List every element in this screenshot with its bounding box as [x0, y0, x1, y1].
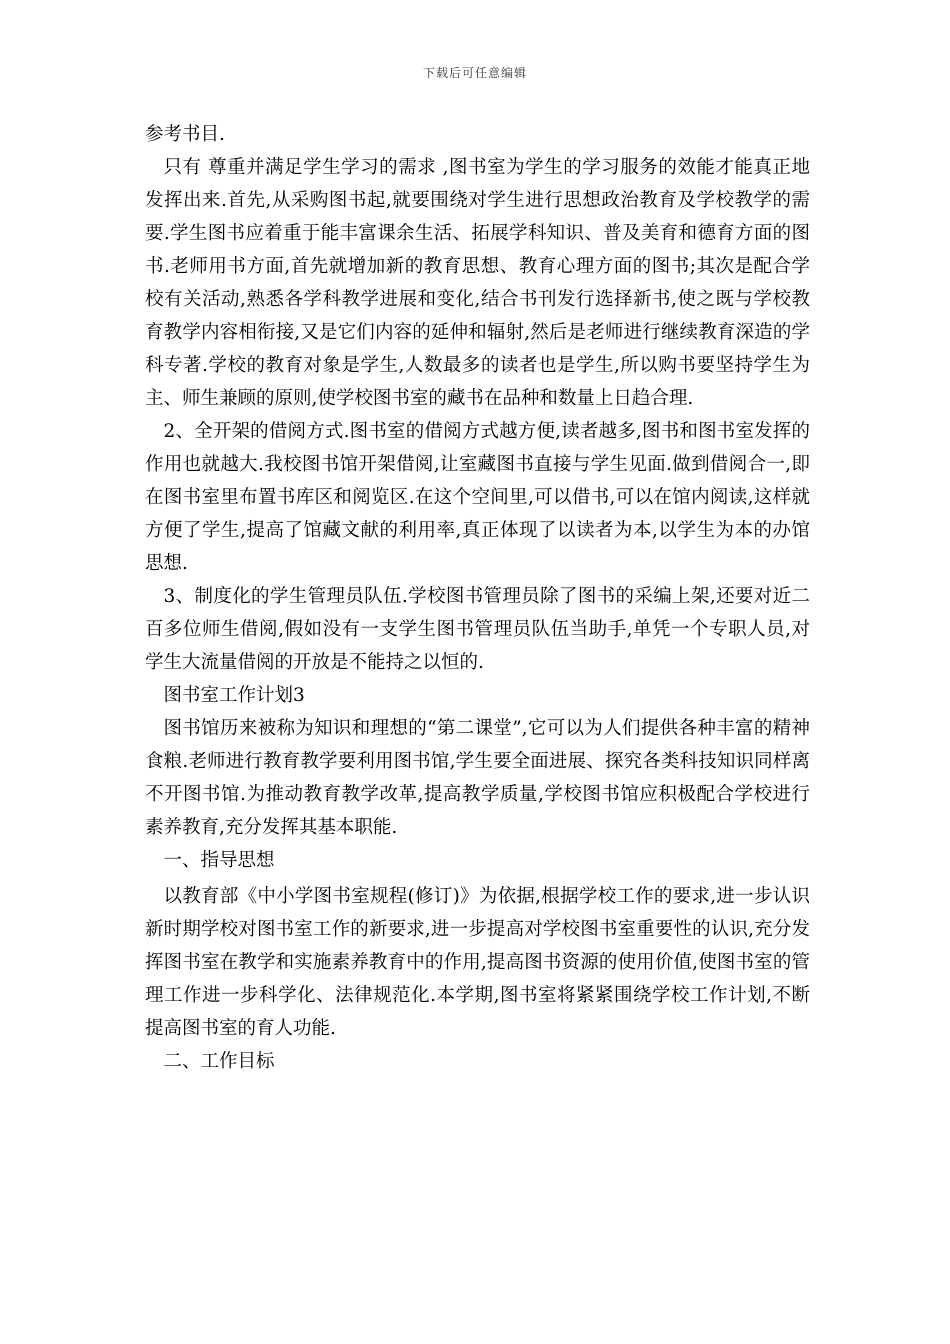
paragraph-references: 参考书目.: [145, 124, 225, 145]
heading-guiding-ideology: 一、指导思想: [163, 850, 275, 871]
paragraph-guiding-ideology: 以教育部《中小学图书室规程(修订)》为依据,根据学校工作的要求,进一步认识新时期学校对图书室工作的新要求,进一步提高对学校图书室重要性的认识,充分发挥图书室在教学和实施素养教育中的作用,提高图书资源的使用价值,使图书室的管理工作进一步科学化、法律规范化.本学期,图书室将紧紧围绕学校工作计划,不断提高图书室的育人功能.: [145, 886, 810, 1039]
page-header-note: 下载后可任意编辑: [422, 66, 527, 80]
document-body: [145, 118, 810, 1078]
paragraph-student-needs: 只有 尊重并满足学生学习的需求 ,图书室为学生的学习服务的效能才能真正地发挥出来.首先,从采购图书起,就要围绕对学生进行思想政治教育及学校教学的需要.学生图书应着重于能丰富课余生活、拓展学科知识、普及美育和德育方面的图书.老师用书方面,首先就增加新的教育思想、教育心理方面的图书;其次是配合学校有关活动,熟悉各学科教学进展和变化,结合书刊发行选择新书,使之既与学校教育教学内容相衔接,又是它们内容的延伸和辐射,然后是老师进行继续教育深造的学科专著.学校的教育对象是学生,人数最多的读者也是学生,所以购书要坚持学生为主、师生兼顾的原则,使学校图书室的藏书在品种和数量上日趋合理.: [145, 157, 810, 409]
section-title-plan-3: 图书室工作计划3: [163, 685, 305, 706]
heading-work-goals: 二、工作目标: [163, 1051, 275, 1072]
paragraph-second-classroom: 图书馆历来被称为知识和理想的“第二课堂”,它可以为人们提供各种丰富的精神食粮.老师进行教育教学要利用图书馆,学生要全面进展、探究各类科技知识同样离不开图书馆.为推动教育教学改革,提高教学质量,学校图书馆应积极配合学校进行素养教育,充分发挥其基本职能.: [145, 718, 810, 838]
paragraph-student-librarians: 3、制度化的学生管理员队伍.学校图书管理员除了图书的采编上架,还要对近二百多位师生借阅,假如没有一支学生图书管理员队伍当助手,单凭一个专职人员,对学生大流量借阅的开放是不能持之以恒的.: [145, 586, 810, 673]
paragraph-open-shelf: 2、全开架的借阅方式.图书室的借阅方式越方便,读者越多,图书和图书室发挥的作用也就越大.我校图书馆开架借阅,让室藏图书直接与学生见面.做到借阅合一,即在图书室里布置书库区和阅览区.在这个空间里,可以借书,可以在馆内阅读,这样就方便了学生,提高了馆藏文献的利用率,真正体现了以读者为本,以学生为本的办馆思想.: [145, 421, 810, 574]
